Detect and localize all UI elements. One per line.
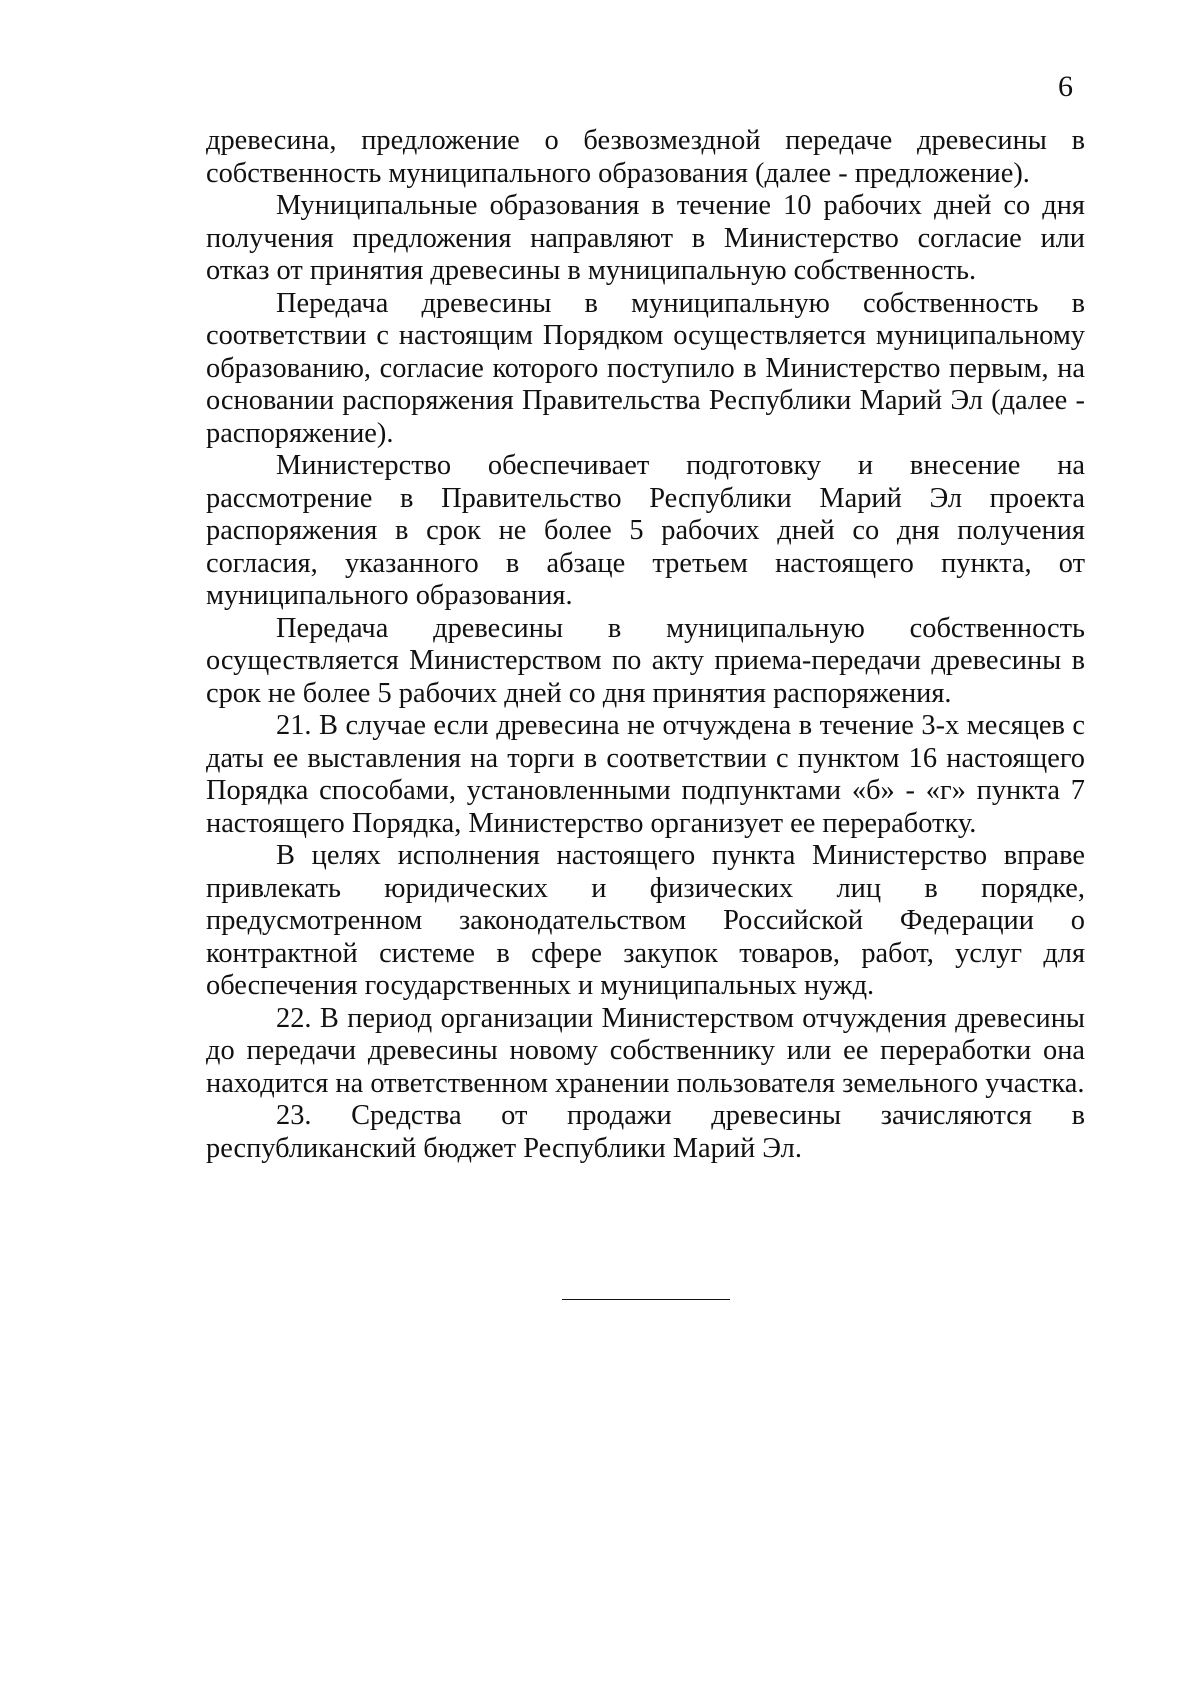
paragraph-clause-21: 21. В случае если древесина не отчуждена в течение 3-х месяцев с даты ее выставления на торги в соответствии с пунктом 16 настоящего Порядка способами, установленными подпунктами «б» - «г» пункта 7 настоящего Порядка, Министерство организует ее переработку. bbox=[206, 710, 1085, 839]
document-body bbox=[206, 125, 1085, 1165]
paragraph-clause-21-contractors: В целях исполнения настоящего пункта Министерство вправе привлекать юридических и физических лиц в порядке, предусмотренном законодательством Российской Федерации о контрактной системе в сфере закупок товаров, работ, услуг для обеспечения государственных и муниципальных нужд. bbox=[206, 840, 1085, 1001]
page-number: 6 bbox=[1058, 70, 1073, 103]
paragraph-clause-22: 22. В период организации Министерством отчуждения древесины до передачи древесины новому собственнику или ее переработки она находится на ответственном хранении пользователя земельного участка. bbox=[206, 1002, 1085, 1099]
end-of-document-rule bbox=[562, 1299, 730, 1300]
paragraph-ministry-draft: Министерство обеспечивает подготовку и внесение на рассмотрение в Правительство Республики Марий Эл проекта распоряжения в срок не более 5 рабочих дней со дня получения согласия, указанного в абзаце третьем настоящего пункта, от муниципального образования. bbox=[206, 450, 1085, 611]
paragraph-municipal-response: Муниципальные образования в течение 10 рабочих дней со дня получения предложения направляют в Министерство согласие или отказ от принятия древесины в муниципальную собственность. bbox=[206, 190, 1085, 286]
paragraph-transfer-basis: Передача древесины в муниципальную собственность в соответствии с настоящим Порядком осуществляется муниципальному образованию, согласие которого поступило в Министерство первым, на основании распоряжения Правительства Республики Марий Эл (далее - распоряжение). bbox=[206, 287, 1085, 449]
paragraph-transfer-act: Передача древесины в муниципальную собственность осуществляется Министерством по акту приема-передачи древесины в срок не более 5 рабочих дней со дня принятия распоряжения. bbox=[206, 612, 1085, 709]
paragraph-clause-23: 23. Средства от продажи древесины зачисляются в республиканский бюджет Республики Марий Эл. bbox=[206, 1100, 1085, 1164]
paragraph-continuation: древесина, предложение о безвозмездной передаче древесины в собственность муниципального образования (далее - предложение). bbox=[206, 125, 1085, 189]
